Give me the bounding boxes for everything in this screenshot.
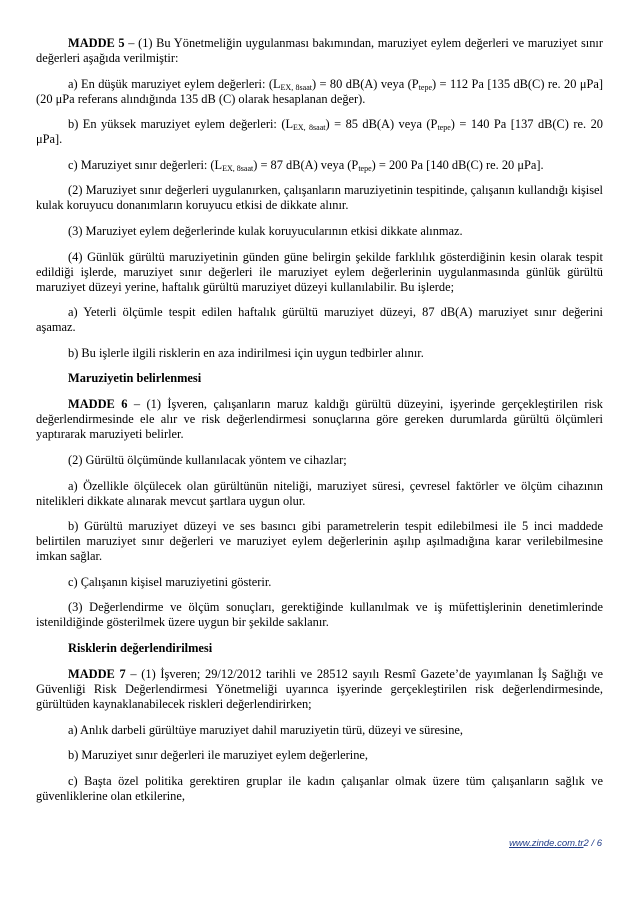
section-heading: Risklerin değerlendirilmesi	[68, 640, 213, 655]
madde5-item-c: c) Maruziyet sınır değerleri: $(L_{EX, 8saat}) = 87$ dB(A) veya $(P_{tepe}) = 200$ Pa [140 dB(C) re. 20 μPa].	[68, 157, 544, 173]
madde5-item-b: b) En yüksek maruziyet eylem değerleri: $(L_{EX, 8saat}) = 85$ dB(A) veya $(P_{tepe}) = 140$ Pa [137 dB(C) re. 20 μPa].	[36, 117, 603, 147]
madde5-paragraph-4a: a) Yeterli ölçümle tespit edilen haftalık gürültü maruziyet düzeyi, 87 dB(A) maruziyet sınır değerini aşamaz.	[36, 305, 603, 335]
madde6-item-a: a) Özellikle ölçülecek olan gürültünün niteliği, maruziyet süresi, çevresel faktörler ve ölçüm cihazının nitelikleri dikkate alınarak mevcut şartlara uygun olur.	[36, 478, 603, 508]
paragraph-text: – (1) İşveren; 29/12/2012 tarihli ve 28512 sayılı Resmî Gazete’de yayımlanan İş Sağlığı ve Güvenliği Risk Değerlendirmesi Yönetmeliği uyarınca işyerinde gerçekleştirilen risk değerlendirmesinde, gürültüden kaynaklanabilecek riskleri değerlendirirken;	[36, 666, 603, 711]
article-title: MADDE 5	[68, 36, 125, 50]
madde7-item-c: c) Başta özel politika gerektiren gruplar ile kadın çalışanlar olmak üzere tüm çalışanların sağlık ve güvenliklerine olan etkilerine,	[36, 773, 603, 803]
section-heading: Maruziyetin belirlenmesi	[68, 371, 202, 386]
madde5-paragraph-2: (2) Maruziyet sınır değerleri uygulanırken, çalışanların maruziyetinin tespitinde, çalışanın kullandığı kişisel kulak koruyucu donanımların koruyucu etkisi de dikkate alınır.	[36, 183, 603, 213]
article-title: MADDE 6	[68, 397, 128, 412]
madde5-paragraph-4: (4) Günlük gürültü maruziyetinin günden güne belirgin şekilde farklılık gösterdiğinin kesin olarak tespit edildiği işlerde, maruziyet sınır değerleri ile maruziyet eylem değerlerinin uygulanmasında günlük gürültü maruziyet düzeyi yerine, haftalık gürültü maruziyet düzeyi kullanılabilir. Bu işlerde;	[36, 249, 603, 294]
madde5-paragraph	[36, 36, 603, 66]
madde6-paragraph-3: (3) Değerlendirme ve ölçüm sonuçları, gerektiğinde kullanılmak ve iş müfettişlerinin denetimlerinde istenildiğinde gösterilmek üzere uygun bir şekilde saklanır.	[36, 600, 603, 630]
madde7-paragraph	[36, 667, 603, 712]
madde5-paragraph-3: (3) Maruziyet eylem değerlerinde kulak koruyucularının etkisi dikkate alınmaz.	[68, 223, 463, 238]
madde5-item-a: a) En düşük maruziyet eylem değerleri: $(L_{EX, 8saat}) = 80$ dB(A) veya $(P_{tepe}) = 112$ Pa [135 dB(C) re. 20 μPa] (20 μPa referans alındığında 135 dB (C) olarak hesaplanan değer).	[36, 76, 603, 106]
madde7-item-a: a) Anlık darbeli gürültüye maruziyet dahil maruziyetin türü, düzeyi ve süresine,	[68, 722, 463, 737]
madde6-paragraph-2: (2) Gürültü ölçümünde kullanılacak yöntem ve cihazlar;	[68, 452, 347, 467]
madde7-item-b: b) Maruziyet sınır değerleri ile maruziyet eylem değerlerine,	[68, 748, 368, 763]
document-page	[36, 36, 603, 814]
madde5-paragraph-4b: b) Bu işlerle ilgili risklerin en aza indirilmesi için uygun tedbirler alınır.	[68, 345, 424, 360]
website-link[interactable]: www.zinde.com.tr	[509, 838, 584, 849]
page-footer	[509, 838, 602, 849]
madde6-item-b: b) Gürültü maruziyet düzeyi ve ses basıncı gibi parametrelerin tespit edilebilmesi ile 5 inci maddede belirtilen maruziyet sınır değerleri ve maruziyet eylem değerlerinin aşılıp aşılmadığına karar verilebilmesine imkan sağlar.	[36, 519, 603, 564]
page-number: 2 / 6	[583, 838, 602, 849]
madde6-item-c: c) Çalışanın kişisel maruziyetini gösterir.	[68, 574, 272, 589]
madde6-paragraph	[36, 397, 603, 442]
paragraph-text: – (1) Bu Yönetmeliğin uygulanması bakımından, maruziyet eylem değerleri ve maruziyet sınır değerleri aşağıda verilmiştir:	[36, 36, 603, 65]
paragraph-text: – (1) İşveren, çalışanların maruz kaldığı gürültü düzeyini, işyerinde gerçekleştirilen risk değerlendirmesinde ele alır ve risk değerlendirmesi sonuçlarına göre gereken durumlarda gürültü ölçümleri yaptırarak maruziyeti belirler.	[36, 397, 603, 442]
article-title: MADDE 7	[68, 666, 126, 681]
